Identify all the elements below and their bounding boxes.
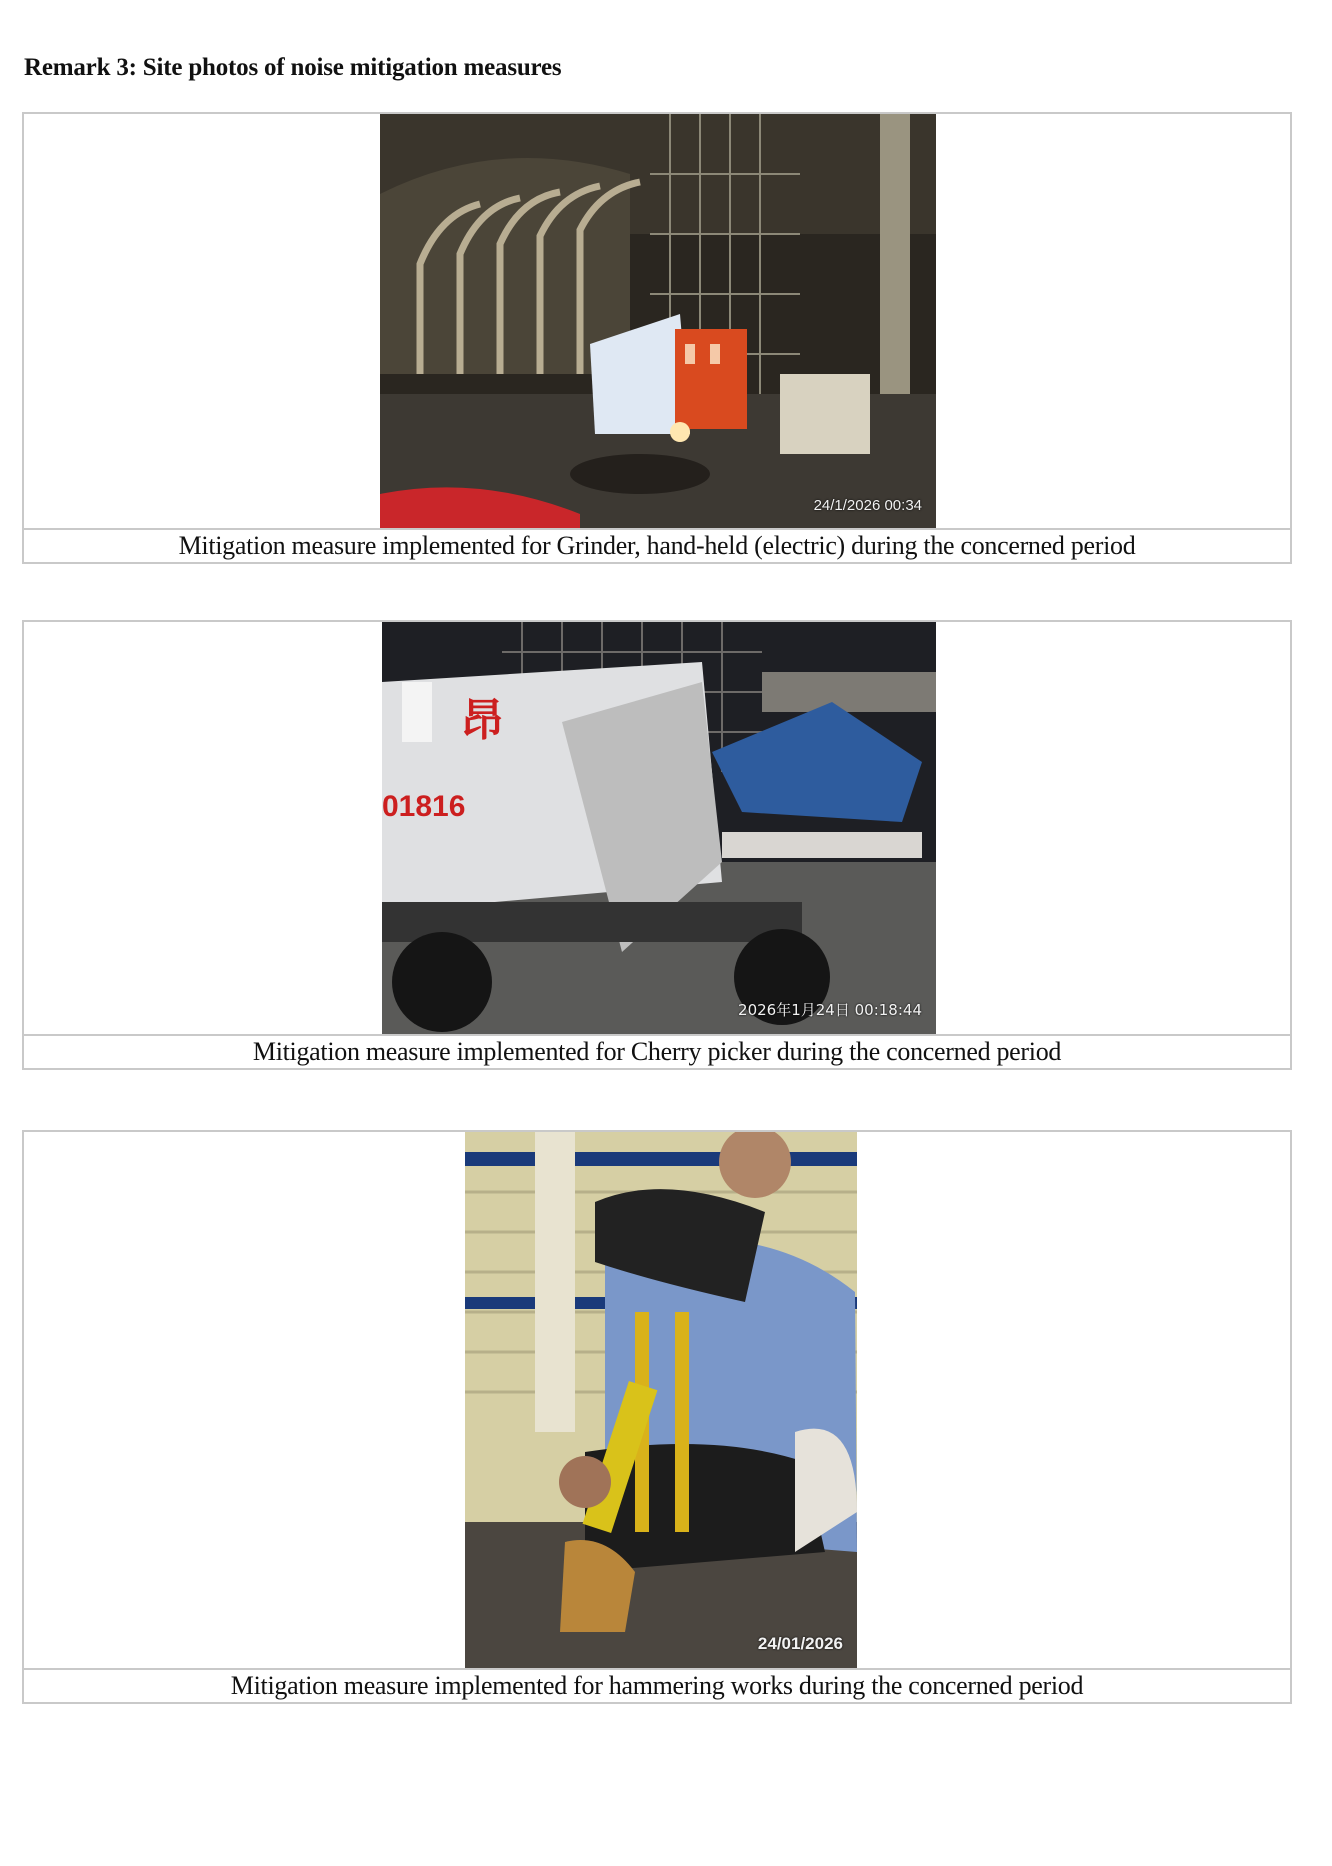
site-photo-hammering bbox=[465, 1132, 857, 1668]
photo-timestamp: 24/1/2026 00:34 bbox=[813, 497, 922, 514]
photo-caption: Mitigation measure implemented for Cherry picker during the concerned period bbox=[252, 1037, 1062, 1066]
photo-row bbox=[24, 1132, 1290, 1670]
cherry-picker-marking-number: 01816 bbox=[382, 790, 466, 823]
site-photo-grinder bbox=[380, 114, 936, 528]
site-photo-cherry-picker bbox=[382, 622, 936, 1034]
photo-row bbox=[24, 622, 1290, 1036]
cherry-picker-marking-character: 昂 bbox=[460, 695, 504, 746]
grinder-enclosure-photo bbox=[380, 114, 936, 528]
photo-caption: Mitigation measure implemented for Grinder, hand-held (electric) during the concerned period bbox=[178, 531, 1136, 560]
page-heading: Remark 3: Site photos of noise mitigation measures bbox=[24, 54, 562, 81]
photo-panel-hammering bbox=[22, 1130, 1292, 1704]
photo-row bbox=[24, 114, 1290, 530]
photo-timestamp: 2026年1月24日 00:18:44 bbox=[738, 1001, 922, 1019]
photo-caption: Mitigation measure implemented for hammering works during the concerned period bbox=[230, 1671, 1084, 1700]
hammering-worker-photo bbox=[465, 1132, 857, 1668]
photo-timestamp: 24/01/2026 bbox=[757, 1634, 843, 1653]
photo-panel-cherry-picker bbox=[22, 620, 1292, 1070]
photo-panel-grinder bbox=[22, 112, 1292, 564]
